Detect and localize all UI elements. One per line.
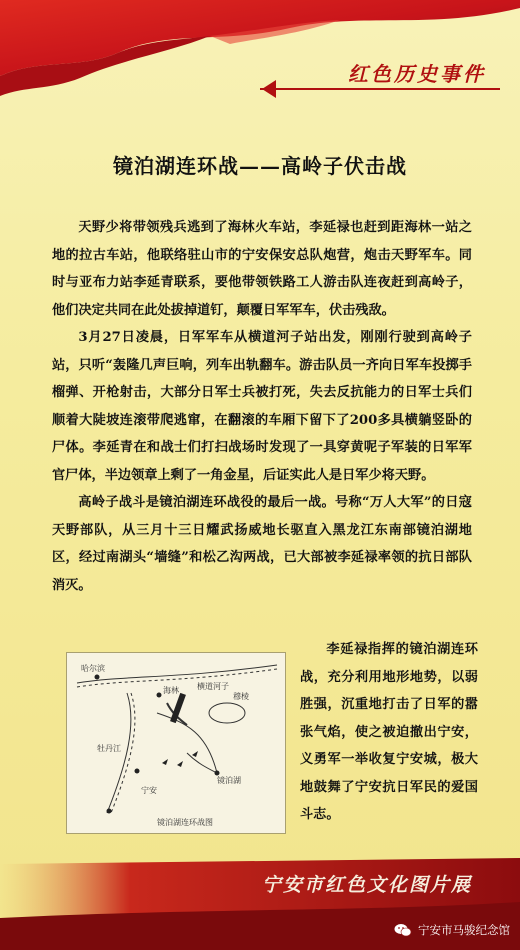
map-label: 镜泊湖 xyxy=(217,776,241,785)
exhibition-title: 宁安市红色文化图片展 xyxy=(261,874,472,896)
map-label: 哈尔滨 xyxy=(81,664,105,673)
map-label: 横道河子 xyxy=(197,682,229,691)
watermark xyxy=(394,922,510,938)
wechat-icon xyxy=(394,923,412,937)
paragraph-1: 天野少将带领残兵逃到了海林火车站，李延禄也赶到距海林一站之地的拉古车站，他联络驻山市的宁安保安总队炮营，炮击天野军车。同时与亚布力站李延青联系，要他带领铁路工人游击队连夜赶到高岭子，他们决定共同在此处拔掉道钉，颠覆日军军车，伏击残敌。 xyxy=(52,220,472,318)
category-tag: 红色历史事件 xyxy=(348,62,486,86)
watermark-text: 宁安市马骏纪念馆 xyxy=(418,923,510,937)
article-title: 镜泊湖连环战——高岭子伏击战 xyxy=(113,154,407,178)
map-label: 牡丹江 xyxy=(97,744,121,753)
side-summary: 李延禄指挥的镜泊湖连环战，充分利用地形地势，以弱胜强，沉重地打击了日军的嚣张气焰，使之被迫撤出宁安，义勇军一举收复宁安城，极大地鼓舞了宁安抗日军民的爱国斗志。 xyxy=(300,642,478,822)
battle-map xyxy=(66,652,286,834)
paragraph-3: 高岭子战斗是镜泊湖连环战役的最后一战。号称“万人大军”的日寇天野部队，从三月十三日耀武扬威地长驱直入黑龙江东南部镜泊湖地区，经过南湖头“墙缝”和松乙沟两战，已大部被李延禄率领的抗日部队消灭。 xyxy=(52,495,472,593)
map-label: 穆棱 xyxy=(233,692,249,701)
article-body xyxy=(52,214,472,599)
tag-underline xyxy=(260,88,500,90)
map-label: 海林 xyxy=(163,686,179,695)
map-label: 宁安 xyxy=(141,786,157,795)
map-caption: 镜泊湖连环战图 xyxy=(157,818,213,827)
paragraph-2: 3月27日凌晨，日军军车从横道河子站出发，刚刚行驶到高岭子站，只听“轰隆几声巨响，列车出轨翻车。游击队员一齐向日军车投掷手榴弹、开枪射击，大部分日军士兵被打死，失去反抗能力的日军士兵们顺着大陡坡连滚带爬逃窜，在翻滚的车厢下留下了200多具横躺竖卧的尸体。李延青在和战士们打扫战场时发现了一具穿黄呢子军装的日军军官尸体，半边领章上剩了一角金星，后证实此人是日军少将天野。 xyxy=(52,330,472,483)
